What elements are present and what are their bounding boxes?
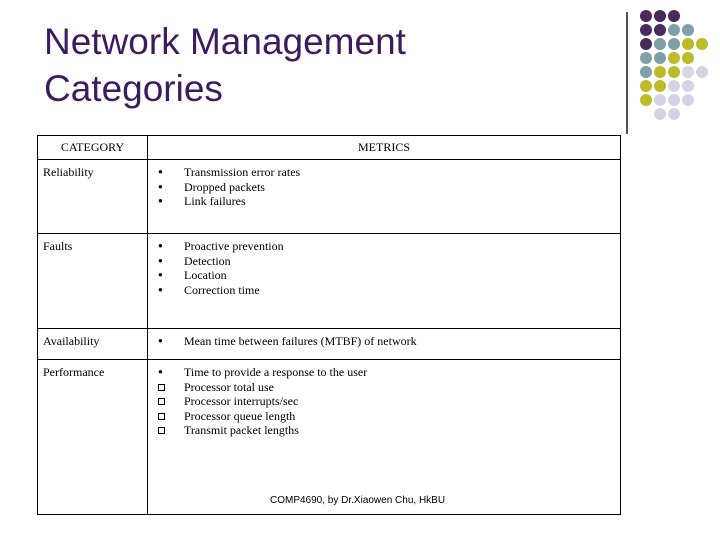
list-item: Processor total use	[158, 380, 620, 395]
dot	[668, 10, 680, 22]
bullet-icon: ●	[158, 270, 163, 279]
bullet-icon: ●	[158, 196, 163, 205]
dot	[696, 38, 708, 50]
dot	[682, 66, 694, 78]
dot	[640, 38, 652, 50]
category-header: CATEGORY	[38, 136, 148, 160]
dot	[654, 10, 666, 22]
dot	[682, 80, 694, 92]
list-item: ● Link failures	[158, 194, 246, 208]
bullet-icon: ●	[158, 181, 163, 191]
dot	[640, 10, 652, 22]
dot	[654, 66, 666, 78]
list-item: ● Location	[158, 268, 227, 282]
dot	[654, 94, 666, 106]
list-item: ● Dropped packets	[158, 179, 265, 194]
square-bullet-icon	[158, 409, 178, 424]
square-bullet-icon	[158, 423, 178, 438]
list-item: ● Correction time	[158, 282, 260, 297]
table-row	[38, 234, 621, 329]
category-cell: Reliability	[38, 160, 148, 234]
dot	[696, 66, 708, 78]
title-line-1: Network Management	[44, 21, 406, 62]
list-item: ● Mean time between failures (MTBF) of network	[158, 334, 417, 348]
slide-title	[44, 18, 604, 112]
metrics-table	[37, 135, 621, 515]
dot	[668, 38, 680, 50]
table-header-row	[38, 136, 621, 160]
bullet-icon: ●	[158, 284, 163, 294]
metrics-cell	[148, 234, 621, 329]
footer-text: COMP4690, by Dr.Xiaowen Chu, HkBU	[270, 495, 446, 506]
dot	[682, 24, 694, 36]
category-cell: Availability	[38, 329, 148, 360]
dot	[668, 80, 680, 92]
list-item: ● Proactive prevention	[158, 239, 284, 253]
table-row	[38, 360, 621, 515]
dot	[682, 38, 694, 50]
bullet-icon: ●	[158, 255, 163, 265]
metrics-cell	[148, 360, 621, 515]
dot	[640, 24, 652, 36]
square-bullet-icon	[158, 394, 178, 409]
dot	[668, 108, 680, 120]
category-cell: Performance	[38, 360, 148, 515]
bullet-icon: ●	[158, 167, 163, 176]
dot	[668, 94, 680, 106]
list-item: Processor interrupts/sec	[158, 394, 620, 409]
list-item: ● Transmission error rates	[158, 165, 301, 179]
table-row	[38, 160, 621, 234]
metrics-cell	[148, 160, 621, 234]
metrics-cell	[148, 329, 621, 360]
dot	[640, 66, 652, 78]
dot	[640, 52, 652, 64]
dot	[640, 80, 652, 92]
dot	[682, 52, 694, 64]
bullet-icon: ●	[158, 367, 163, 376]
bullet-icon: ●	[158, 241, 163, 250]
dot	[654, 108, 666, 120]
dot	[640, 94, 652, 106]
dot	[654, 24, 666, 36]
decorative-divider	[626, 12, 628, 134]
list-item: Processor queue length	[158, 409, 620, 424]
list-item: ● Time to provide a response to the user	[158, 365, 368, 379]
metrics-header: METRICS	[148, 136, 621, 160]
list-item: Transmit packet lengths	[158, 423, 620, 438]
dot	[654, 52, 666, 64]
list-item: ● Detection	[158, 253, 231, 268]
dot	[654, 80, 666, 92]
square-bullet-icon	[158, 380, 178, 395]
table-row	[38, 329, 621, 360]
dot	[682, 94, 694, 106]
dot	[668, 66, 680, 78]
bullet-icon: ●	[158, 336, 163, 345]
dot	[654, 38, 666, 50]
dot	[668, 24, 680, 36]
category-cell: Faults	[38, 234, 148, 329]
dot	[668, 52, 680, 64]
title-line-2: Categories	[44, 68, 223, 109]
